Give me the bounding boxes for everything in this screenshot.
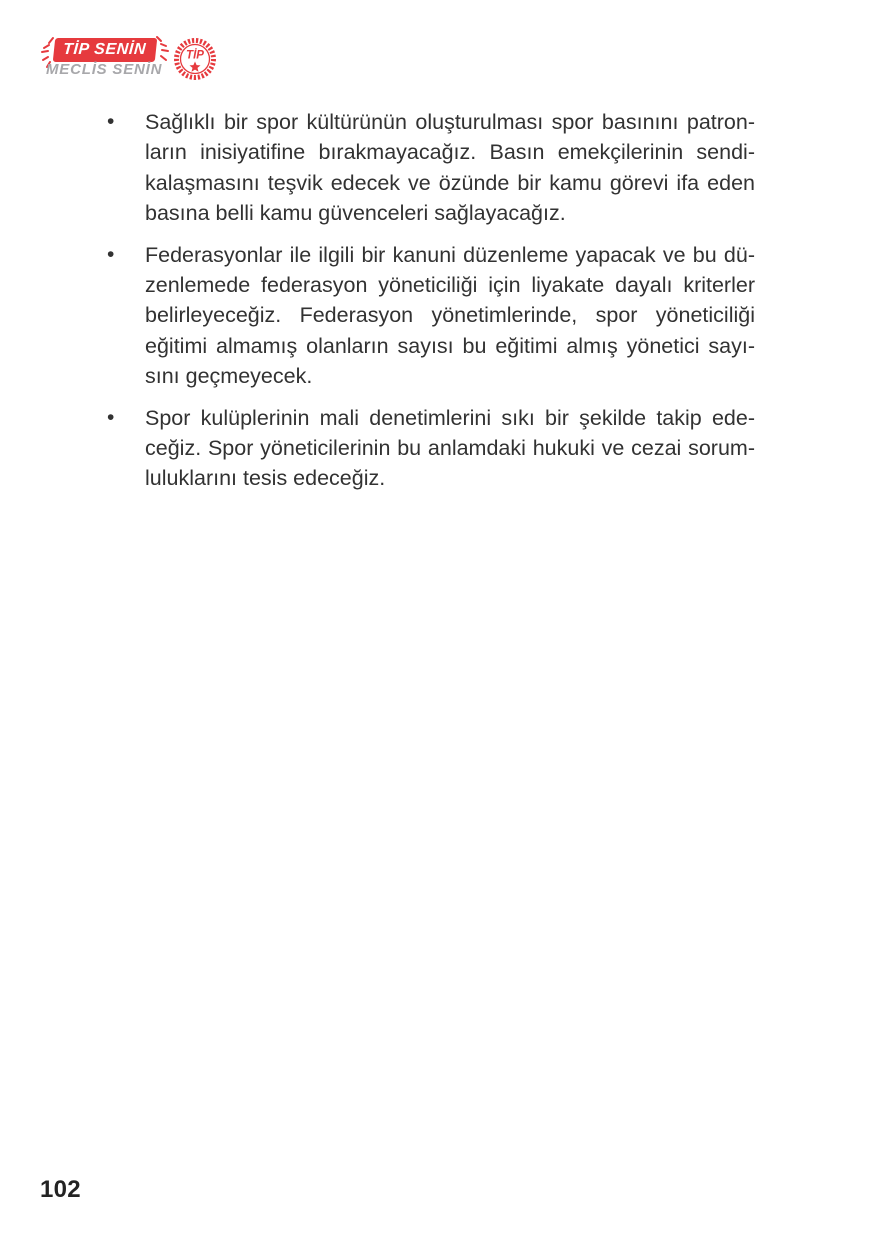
bullet-paragraph (145, 240, 755, 392)
bullet-line: belirleyeceğiz. Federasyon yönetimlerinde, spor yöneticiliği (145, 303, 755, 328)
rays-right-icon (154, 34, 170, 64)
bullet-line: sını geçmeyecek. (145, 364, 313, 389)
svg-text:TİP: TİP (186, 49, 204, 62)
logo-banner-text: TİP SENİN (62, 41, 148, 58)
bullet-marker: • (107, 110, 115, 133)
bullet-item (107, 403, 755, 494)
logo-banner (53, 38, 158, 62)
bullet-line: luluklarını tesis edeceğiz. (145, 466, 386, 491)
bullet-list (107, 107, 755, 505)
bullet-line: basına belli kamu güvenceleri sağlayacağız. (145, 201, 566, 226)
bullet-line: Spor kulüplerinin mali denetimlerini sıkı bir şekilde takip ede- (145, 405, 755, 430)
bullet-line: Federasyonlar ile ilgili bir kanuni düzenleme yapacak ve bu dü- (145, 242, 755, 267)
bullet-line: ların inisiyatifine bırakmayacağız. Basın emekçilerinin sendi- (145, 140, 755, 165)
bullet-item (107, 240, 755, 392)
bullet-line: kalaşmasını teşvik edecek ve özünde bir kamu görevi ifa eden (145, 170, 755, 195)
bullet-paragraph (145, 403, 755, 494)
bullet-item (107, 107, 755, 229)
bullet-line: ceğiz. Spor yöneticilerinin bu anlamdaki hukuki ve cezai sorum- (145, 436, 755, 461)
bullet-line: Sağlıklı bir spor kültürünün oluşturulması spor basınını patron- (145, 110, 755, 134)
bullet-line: zenlemede federasyon yöneticiliği için liyakate dayalı kriterler (145, 273, 755, 298)
bullet-paragraph (145, 107, 755, 229)
bullet-line: eğitimi almamış olanların sayısı bu eğitimi almış yönetici sayı- (145, 333, 755, 358)
party-emblem-icon (172, 35, 218, 81)
bullet-marker: • (107, 242, 115, 266)
page-number: 102 (40, 1176, 81, 1203)
bullet-marker: • (107, 405, 115, 429)
party-logo (40, 34, 220, 84)
logo-subline: MECLİS SENİN (46, 61, 163, 78)
